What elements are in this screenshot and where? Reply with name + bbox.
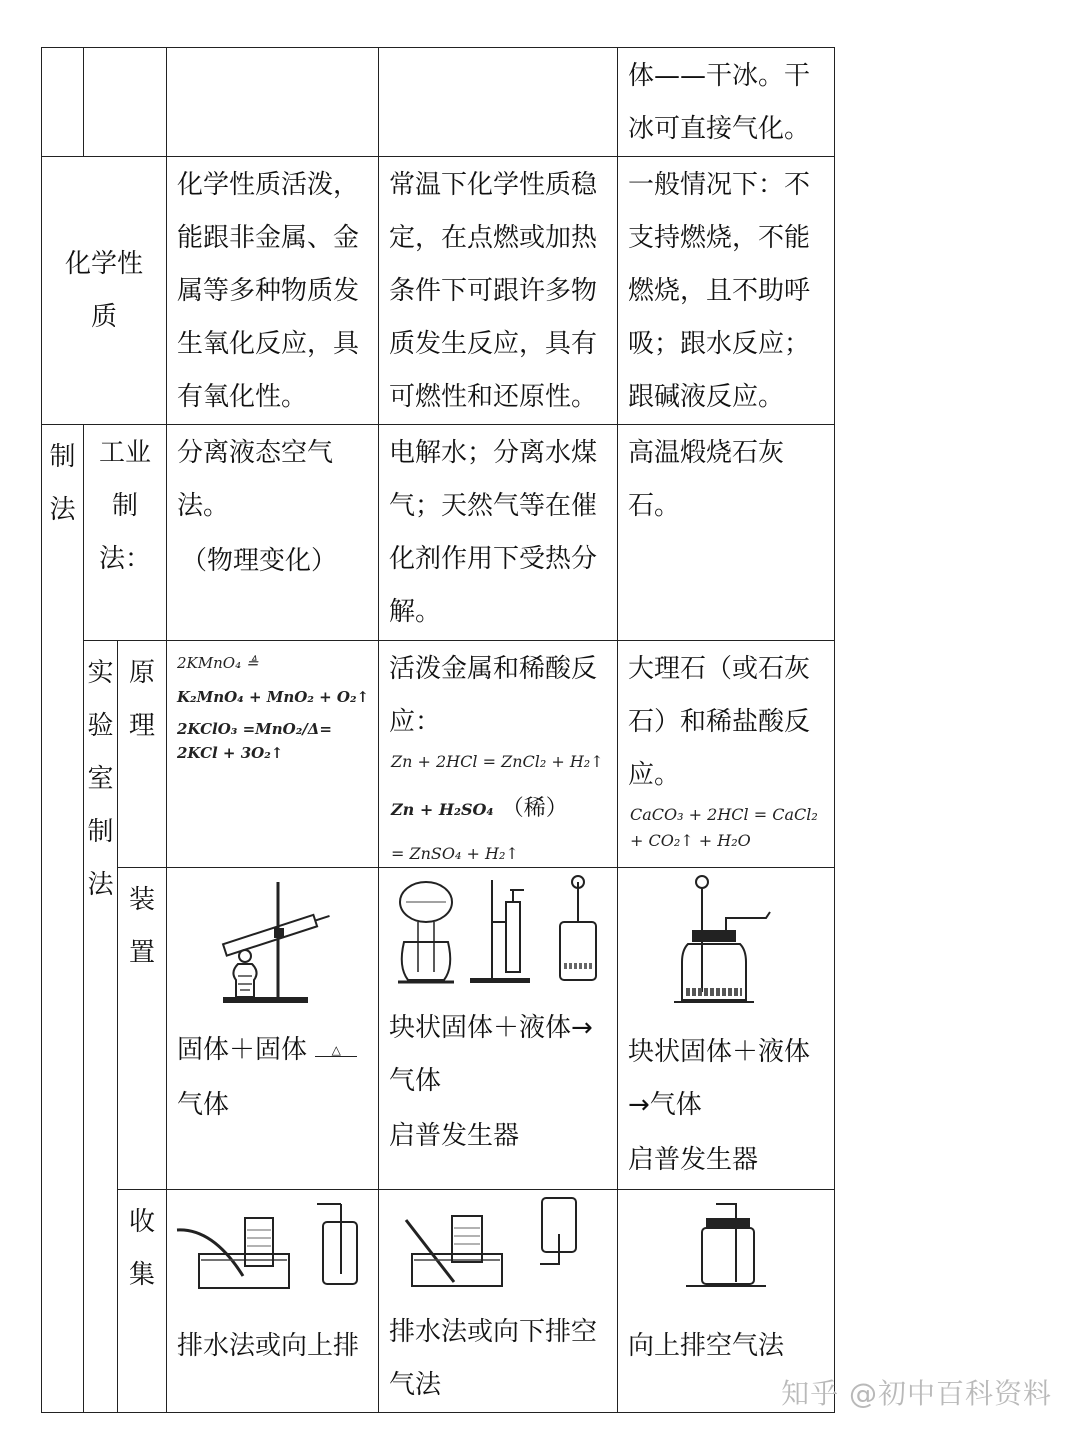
lab-label: 实验室制法 xyxy=(87,658,114,900)
co2-industry-text: 高温煅烧石灰石。 xyxy=(628,438,785,521)
h2-equation-2: Zn + H₂SO₄ xyxy=(391,800,494,819)
o2-industry-note: （物理变化） xyxy=(181,546,338,576)
o2-industry-cell xyxy=(167,425,379,641)
lab-label-cell xyxy=(84,641,118,1413)
h2-chem-text: 常温下化学性质稳定，在点燃或加热条件下可跟许多物质发生反应，具有可燃性和还原性。 xyxy=(389,170,598,412)
h2-industry-cell xyxy=(379,425,618,641)
h2-principle-text: 活泼金属和稀酸反应： xyxy=(389,654,598,737)
co2-device-generator: 启普发生器 xyxy=(628,1145,759,1175)
o2-device-text-2: 气体 xyxy=(177,1090,230,1120)
o2-device-text: 固体＋固体 xyxy=(177,1035,308,1065)
row-lab-device xyxy=(42,868,835,1190)
comparison-table xyxy=(41,47,835,1413)
co2-principle-cell xyxy=(618,641,835,868)
gas-bottle-generator-icon xyxy=(666,872,786,1012)
heating-apparatus-icon xyxy=(208,872,338,1012)
downward-air-collection-icon xyxy=(398,1194,598,1294)
o2-equation-3: 2KClO₃ =MnO₂/Δ= 2KCl + 3O₂↑ xyxy=(177,720,332,762)
co2-collect-text: 向上排空气法 xyxy=(628,1331,785,1361)
h2-collect-cell xyxy=(379,1190,618,1413)
co2-physical-cell xyxy=(618,48,835,157)
device-label: 装置 xyxy=(129,885,156,968)
watermark: 知乎 @初中百科资料 xyxy=(781,1377,1052,1410)
o2-equation-1: 2KMnO₄ ≜ xyxy=(177,654,259,672)
kipp-generator-icon xyxy=(388,872,608,992)
o2-chem-cell xyxy=(167,157,379,425)
h2-cell-empty xyxy=(379,48,618,157)
row-industrial xyxy=(42,425,835,641)
label-cell-empty xyxy=(42,48,84,157)
heat-arrow-symbol: △ xyxy=(315,1044,357,1057)
collect-label-cell xyxy=(118,1190,167,1413)
industry-label-cell xyxy=(84,425,167,641)
co2-physical-text: 体——干冰。干冰可直接气化。 xyxy=(628,61,811,144)
label-cell-empty-2 xyxy=(84,48,167,157)
h2-equation-2-note: （稀） xyxy=(501,796,568,821)
upward-air-collection-icon xyxy=(666,1194,786,1294)
row-lab-collection xyxy=(42,1190,835,1413)
o2-cell-empty xyxy=(167,48,379,157)
co2-principle-text: 大理石（或石灰石）和稀盐酸反应。 xyxy=(628,654,811,790)
method-outer-label: 制法 xyxy=(49,442,76,525)
method-outer-label-cell xyxy=(42,425,84,1413)
row-physical-continuation xyxy=(42,48,835,157)
o2-principle-cell xyxy=(167,641,379,868)
device-label-cell xyxy=(118,868,167,1190)
co2-equation-2: + CO₂↑ + H₂O xyxy=(630,831,751,850)
h2-device-generator: 启普发生器 xyxy=(389,1121,520,1151)
o2-industry-text: 分离液态空气法。 xyxy=(177,438,334,521)
o2-device-cell xyxy=(167,868,379,1190)
co2-equation-1: CaCO₃ + 2HCl = CaCl₂ xyxy=(630,805,818,824)
h2-industry-text: 电解水；分离水煤气；天然气等在催化剂作用下受热分解。 xyxy=(389,438,598,627)
row-chemical-properties xyxy=(42,157,835,425)
chem-label-cell xyxy=(42,157,167,425)
co2-device-cell xyxy=(618,868,835,1190)
h2-chem-cell xyxy=(379,157,618,425)
h2-device-cell xyxy=(379,868,618,1190)
row-lab-principle xyxy=(42,641,835,868)
o2-chem-text: 化学性质活泼，能跟非金属、金属等多种物质发生氧化反应，具有氧化性。 xyxy=(177,170,360,412)
h2-principle-cell xyxy=(379,641,618,868)
industry-label: 工业制法： xyxy=(98,438,151,574)
co2-chem-text: 一般情况下：不支持燃烧，不能燃烧，且不助呼吸；跟水反应；跟碱液反应。 xyxy=(628,170,811,412)
h2-device-text: 块状固体＋液体→气体 xyxy=(389,1013,593,1096)
collect-label: 收集 xyxy=(129,1207,156,1290)
principle-label-cell xyxy=(118,641,167,868)
h2-equation-1: Zn + 2HCl = ZnCl₂ + H₂↑ xyxy=(391,752,604,771)
co2-industry-cell xyxy=(618,425,835,641)
o2-equation-2: K₂MnO₄ + MnO₂ + O₂↑ xyxy=(177,688,370,706)
h2-equation-3: = ZnSO₄ + H₂↑ xyxy=(391,844,519,863)
chem-label: 化学性质 xyxy=(64,248,143,332)
co2-chem-cell xyxy=(618,157,835,425)
o2-collect-cell xyxy=(167,1190,379,1413)
h2-collect-text: 排水法或向下排空气法 xyxy=(389,1317,598,1400)
water-displacement-collection-icon xyxy=(173,1194,373,1294)
o2-collect-text: 排水法或向上排 xyxy=(177,1331,360,1361)
principle-label: 原理 xyxy=(129,658,156,741)
co2-device-text: 块状固体＋液体→气体 xyxy=(628,1037,811,1120)
